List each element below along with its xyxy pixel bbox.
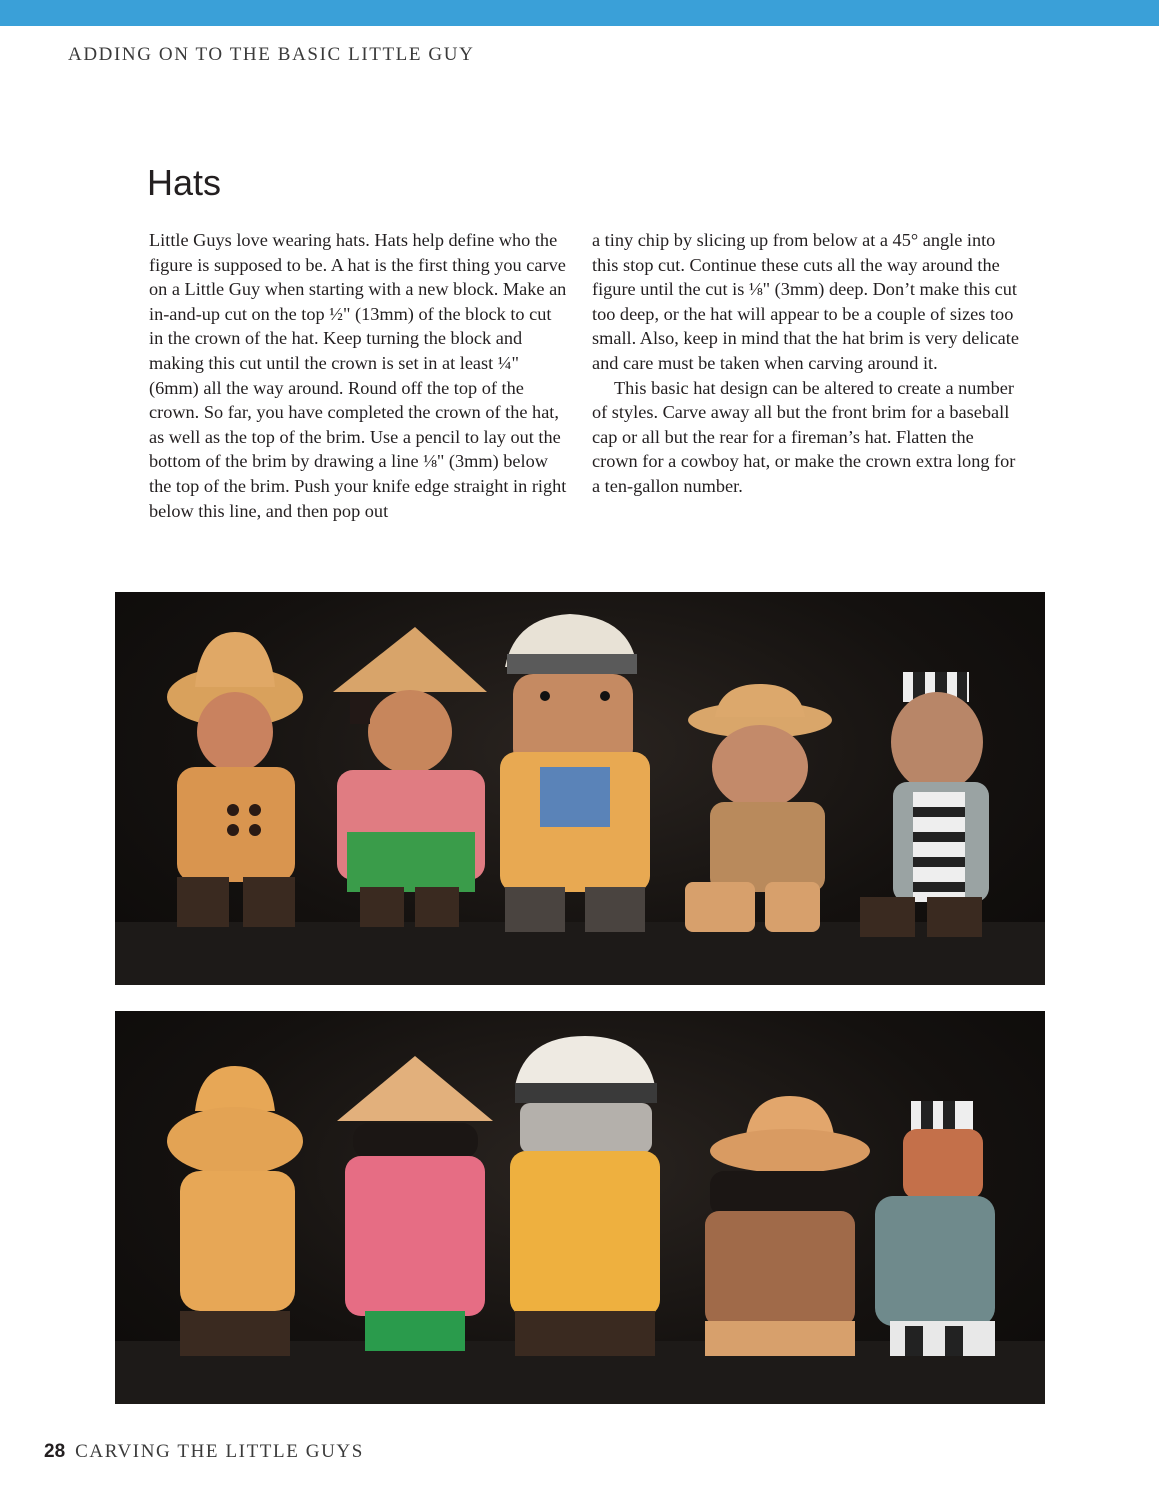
carving-figure bbox=[705, 1096, 870, 1356]
text-column-left bbox=[149, 228, 569, 523]
carvings-back-illustration bbox=[115, 1011, 1045, 1404]
carving-figure bbox=[333, 627, 487, 927]
photo-carvings-front bbox=[115, 592, 1045, 985]
page-number: 28 bbox=[44, 1441, 66, 1462]
carving-figure bbox=[860, 672, 989, 937]
paragraph: Little Guys love wearing hats. Hats help define who the figure is supposed to be. A hat is the first thing you carve on a Little Guy when starting with a new block. Make an in-and-up cut on the top ½" (13mm) of the block to cut in the crown of the hat. Keep turning the block and making this cut until the crown is set in at least ¼" (6mm) all the way around. Round off the top of the crown. So far, you have completed the crown of the hat, as well as the top of the brim. Use a pencil to lay out the bottom of the brim by drawing a line ⅛" (3mm) below the top of the brim. Push your knife edge straight in right below this line, and then pop out bbox=[149, 230, 567, 521]
carving-figure bbox=[337, 1056, 493, 1351]
top-color-bar bbox=[0, 0, 1159, 26]
section-title: Hats bbox=[147, 162, 222, 203]
carvings-front-illustration bbox=[115, 592, 1045, 985]
carving-figure bbox=[167, 632, 303, 927]
carving-figure bbox=[875, 1101, 995, 1356]
page-footer bbox=[44, 1441, 364, 1463]
text-column-right bbox=[592, 228, 1022, 499]
carving-figure bbox=[167, 1066, 303, 1356]
carving-figure bbox=[685, 684, 832, 932]
running-head: ADDING ON TO THE BASIC LITTLE GUY bbox=[68, 44, 475, 65]
paragraph: This basic hat design can be altered to create a number of styles. Carve away all but the front brim for a baseball cap or all but the rear for a fireman’s hat. Flatten the crown for a cowboy hat, or make the crown extra long for a ten-gallon number. bbox=[592, 377, 1016, 496]
carving-figure bbox=[510, 1036, 660, 1356]
carving-figure bbox=[500, 614, 650, 932]
photo-carvings-back bbox=[115, 1011, 1045, 1404]
paragraph: a tiny chip by slicing up from below at a 45° angle into this stop cut. Continue these cuts all the way around the figure until the cut is ⅛" (3mm) deep. Don’t make this cut too deep, or the hat will appear to be a couple of sizes too small. Also, keep in mind that the hat brim is very delicate and care must be taken when carving around it. bbox=[592, 230, 1019, 373]
book-title: CARVING THE LITTLE GUYS bbox=[75, 1441, 364, 1462]
